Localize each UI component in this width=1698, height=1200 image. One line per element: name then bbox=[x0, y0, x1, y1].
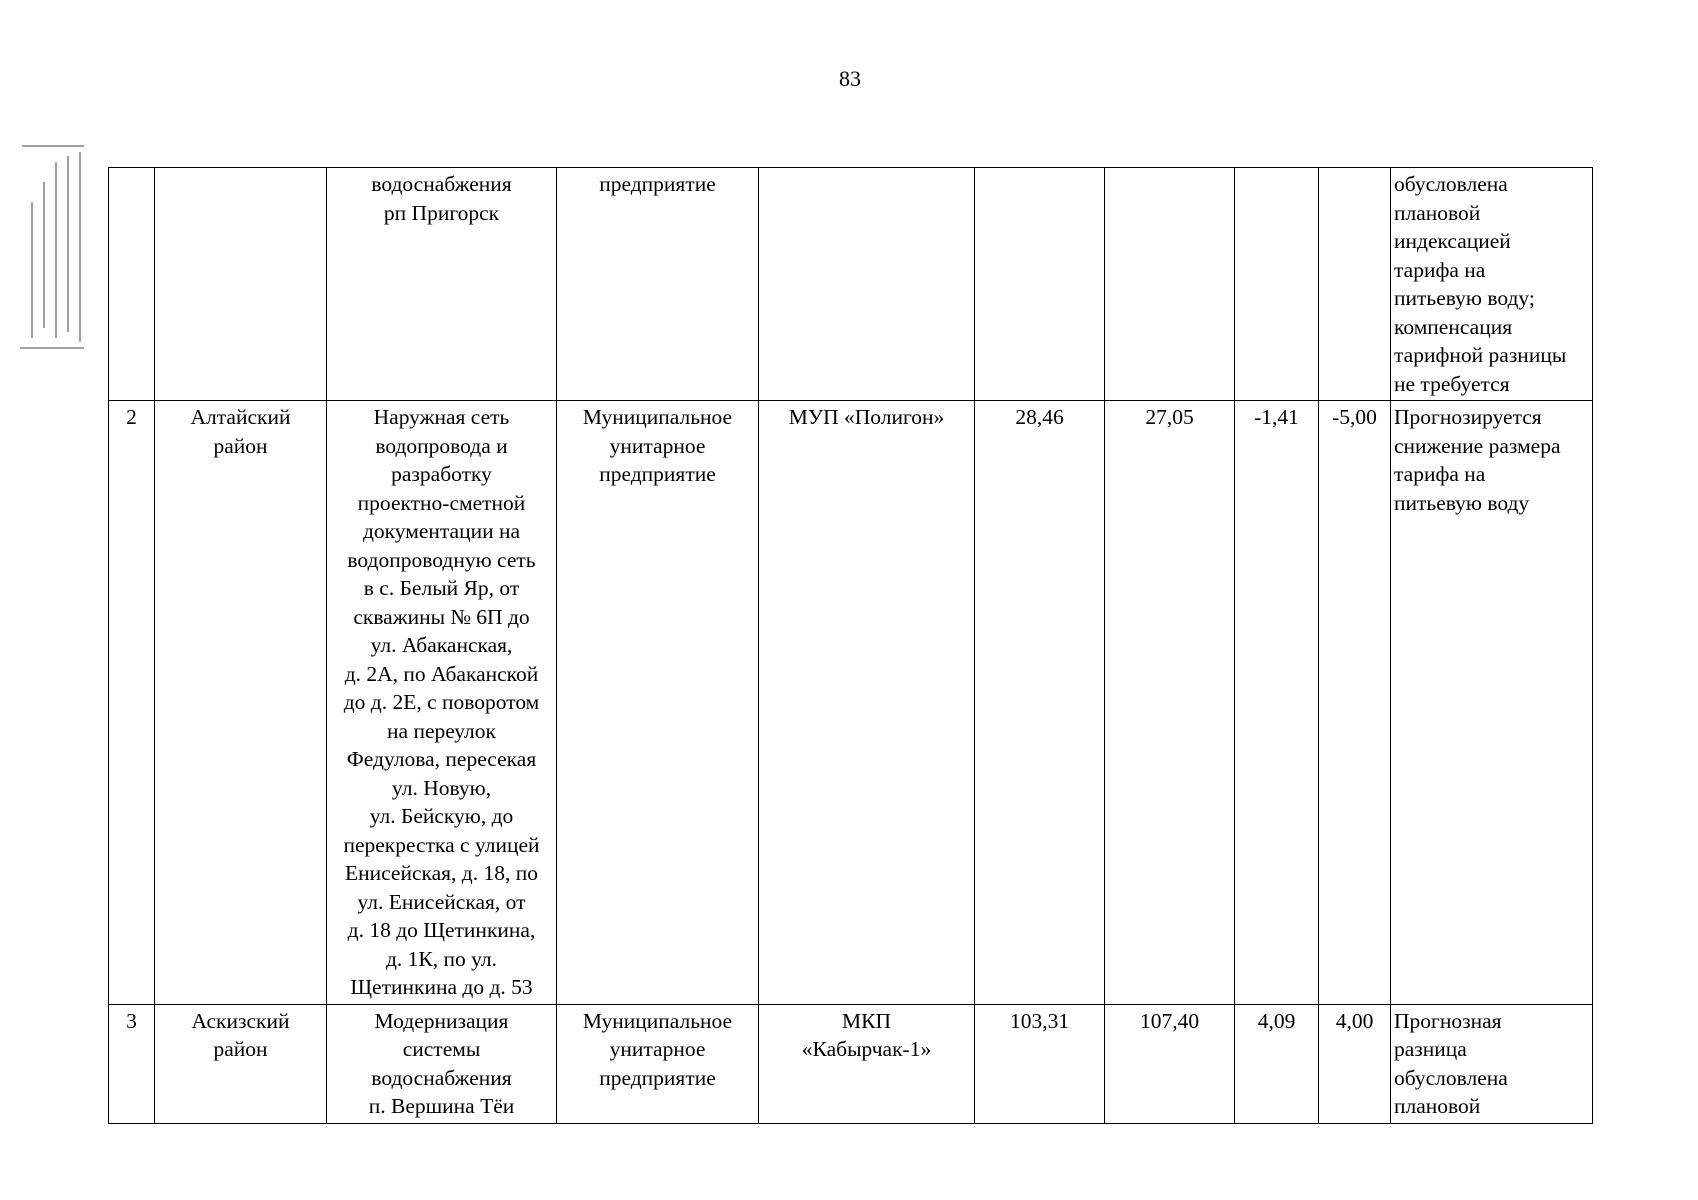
tariff-table bbox=[108, 167, 1593, 1124]
cell-value-1: 28,46 bbox=[975, 401, 1105, 1005]
cell-object: Наружная сеть водопровода и разработку проектно-сметной документации на водопроводную сеть в с. Белый Яр, от скважины № 6П до ул. Абаканская, д. 2А, по Абаканской до д. 2Е, с поворотом на переулок Федулова, пересекая ул. Новую, ул. Бейскую, до перекрестка с улицей Енисейская, д. 18, по ул. Енисейская, от д. 18 до Щетинкина, д. 1К, по ул. Щетинкина до д. 53 bbox=[327, 401, 557, 1005]
cell-note: Прогнозируется снижение размера тарифа на питьевую воду bbox=[1391, 401, 1593, 1005]
cell-object: водоснабжения рп Пригорск bbox=[327, 168, 557, 401]
cell-note: Прогнозная разница обусловлена плановой bbox=[1391, 1004, 1593, 1123]
cell-value-3 bbox=[1235, 168, 1319, 401]
cell-district: Аскизский район bbox=[155, 1004, 327, 1123]
cell-value-3: 4,09 bbox=[1235, 1004, 1319, 1123]
cell-value-2: 27,05 bbox=[1105, 401, 1235, 1005]
page-number: 83 bbox=[839, 66, 861, 91]
cell-org-name: МУП «Полигон» bbox=[759, 401, 975, 1005]
cell-num: 2 bbox=[109, 401, 155, 1005]
cell-district: Алтайский район bbox=[155, 401, 327, 1005]
cell-num: 3 bbox=[109, 1004, 155, 1123]
cell-value-4 bbox=[1319, 168, 1391, 401]
table-row bbox=[109, 168, 1593, 401]
cell-value-2 bbox=[1105, 168, 1235, 401]
cell-num bbox=[109, 168, 155, 401]
cell-value-1: 103,31 bbox=[975, 1004, 1105, 1123]
cell-org-form: предприятие bbox=[557, 168, 759, 401]
cell-org-name bbox=[759, 168, 975, 401]
cell-org-form: Муниципальное унитарное предприятие bbox=[557, 1004, 759, 1123]
table-row bbox=[109, 401, 1593, 1005]
approval-stamp-mark bbox=[14, 142, 90, 356]
cell-org-form: Муниципальное унитарное предприятие bbox=[557, 401, 759, 1005]
cell-value-3: -1,41 bbox=[1235, 401, 1319, 1005]
cell-org-name: МКП «Кабырчак-1» bbox=[759, 1004, 975, 1123]
cell-note: обусловлена плановой индексацией тарифа на питьевую воду; компенсация тарифной разницы не требуется bbox=[1391, 168, 1593, 401]
cell-district bbox=[155, 168, 327, 401]
cell-value-2: 107,40 bbox=[1105, 1004, 1235, 1123]
table-row bbox=[109, 1004, 1593, 1123]
cell-value-4: -5,00 bbox=[1319, 401, 1391, 1005]
cell-value-4: 4,00 bbox=[1319, 1004, 1391, 1123]
cell-object: Модернизация системы водоснабжения п. Вершина Тёи bbox=[327, 1004, 557, 1123]
cell-value-1 bbox=[975, 168, 1105, 401]
